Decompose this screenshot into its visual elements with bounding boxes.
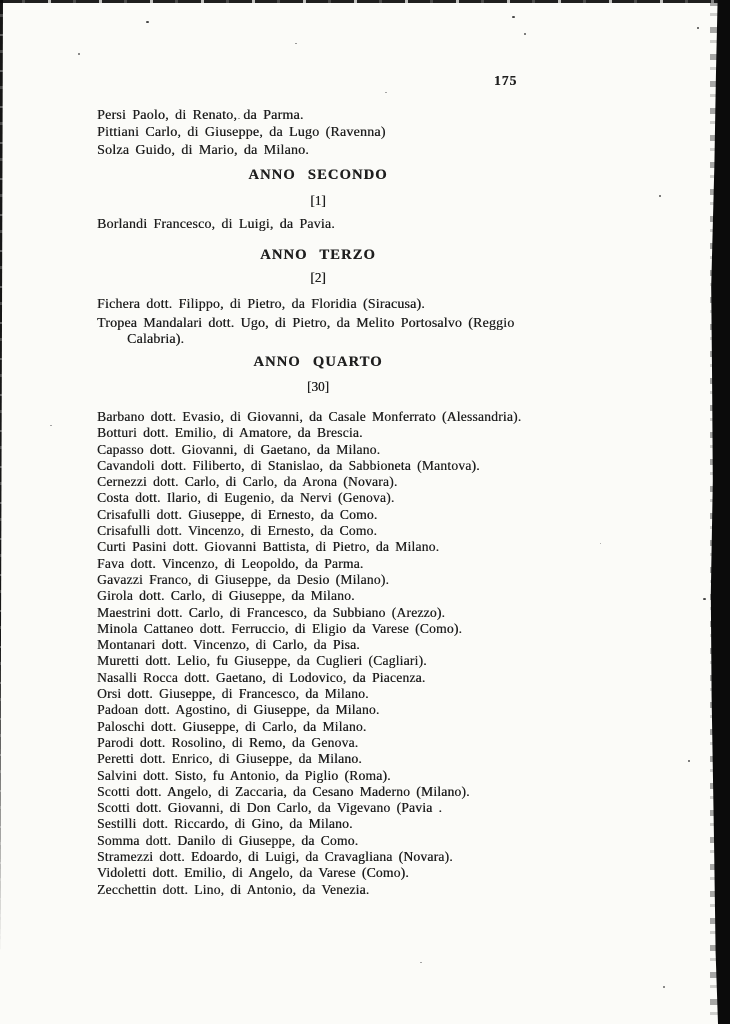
entry-line: Montanari dott. Vincenzo, di Carlo, da Pisa.	[97, 637, 360, 653]
entry-line: Vidoletti dott. Emilio, di Angelo, da Varese (Como).	[97, 865, 409, 881]
scan-speck	[600, 543, 601, 544]
scan-speck	[295, 43, 297, 44]
section-heading-anno-quarto: ANNO QUARTO	[253, 354, 383, 370]
scan-speck	[688, 760, 690, 762]
entry-line: Crisafulli dott. Giuseppe, di Ernesto, da Como.	[97, 506, 378, 522]
scan-speck	[524, 33, 526, 35]
scan-speck	[385, 92, 387, 93]
entry-line: Borlandi Francesco, di Luigi, da Pavia.	[97, 217, 335, 232]
section-count: [2]	[310, 270, 326, 285]
scan-speck	[697, 27, 699, 29]
entry-line: Nasalli Rocca dott. Gaetano, di Lodovico, da Piacenza.	[97, 669, 426, 685]
scan-speck	[420, 962, 422, 963]
entry-line: Muretti dott. Lelio, fu Giuseppe, da Cuglieri (Cagliari).	[97, 653, 427, 669]
entry-line: Peretti dott. Enrico, di Giuseppe, da Milano.	[97, 751, 362, 767]
section-heading-anno-terzo: ANNO TERZO	[260, 247, 376, 263]
intro-entries	[97, 107, 386, 159]
entry-line: Paloschi dott. Giuseppe, di Carlo, da Milano.	[97, 718, 367, 734]
entry-line: Solza Guido, di Mario, da Milano.	[97, 142, 309, 158]
page-number: 175	[494, 73, 518, 88]
entry-line: Orsi dott. Giuseppe, di Francesco, da Milano.	[97, 686, 369, 702]
entry-line: Tropea Mandalari dott. Ugo, di Pietro, da Melito Portosalvo (Reggio	[97, 316, 515, 331]
entry-line: Fava dott. Vincenzo, di Leopoldo, da Parma.	[97, 555, 364, 571]
section-count: [30]	[307, 379, 329, 394]
scan-speck	[50, 425, 52, 426]
entry-line: Fichera dott. Filippo, di Pietro, da Floridia (Siracusa).	[97, 297, 425, 312]
scan-speck	[663, 986, 665, 988]
entry-line: Costa dott. Ilario, di Eugenio, da Nervi (Genova).	[97, 490, 395, 506]
scan-edge-top	[0, 0, 730, 3]
scan-speck	[78, 53, 80, 55]
entry-line: Cavandoli dott. Filiberto, di Stanislao, da Sabbioneta (Mantova).	[97, 457, 480, 473]
entry-line: Somma dott. Danilo di Giuseppe, da Como.	[97, 832, 359, 848]
anno-quarto-entry-list	[97, 409, 521, 898]
entry-line: Curti Pasini dott. Giovanni Battista, di Pietro, da Milano.	[97, 539, 440, 555]
scan-speck	[703, 598, 706, 600]
entry-line: Maestrini dott. Carlo, di Francesco, da Subbiano (Arezzo).	[97, 604, 446, 620]
entry-line: Botturi dott. Emilio, di Amatore, da Brescia.	[97, 425, 363, 441]
entry-line: Scotti dott. Angelo, di Zaccaria, da Cesano Maderno (Milano).	[97, 783, 470, 799]
entry-line: Crisafulli dott. Vincenzo, di Ernesto, da Como.	[97, 523, 378, 539]
scan-speck	[512, 16, 515, 18]
entry-line: Gavazzi Franco, di Giuseppe, da Desio (Milano).	[97, 571, 390, 587]
entry-line: Pittiani Carlo, di Giuseppe, da Lugo (Ravenna)	[97, 125, 386, 141]
entry-line: Girola dott. Carlo, di Giuseppe, da Milano.	[97, 588, 355, 604]
scan-speck	[659, 195, 661, 197]
entry-line: Minola Cattaneo dott. Ferruccio, di Eligio da Varese (Como).	[97, 620, 463, 636]
entry-line: Sestilli dott. Riccardo, di Gino, da Milano.	[97, 816, 353, 832]
section-count: [1]	[310, 193, 326, 208]
entry-line: Stramezzi dott. Edoardo, di Luigi, da Cravagliana (Novara).	[97, 849, 453, 865]
entry-line: Capasso dott. Giovanni, di Gaetano, da Milano.	[97, 441, 381, 457]
entry-line: Zecchettin dott. Lino, di Antonio, da Venezia.	[97, 881, 370, 897]
entry-line: Cernezzi dott. Carlo, di Carlo, da Arona (Novara).	[97, 474, 398, 490]
scan-edge-left	[0, 0, 3, 1024]
entry-line: Barbano dott. Evasio, di Giovanni, da Casale Monferrato (Alessandria).	[97, 409, 522, 424]
scan-speck	[146, 21, 149, 23]
entry-line: Parodi dott. Rosolino, di Remo, da Genova.	[97, 734, 359, 750]
entry-continuation-line: Calabria).	[127, 331, 185, 347]
entry-line: Persi Paolo, di Renato, da Parma.	[97, 108, 304, 123]
entry-line: Scotti dott. Giovanni, di Don Carlo, da Vigevano (Pavia .	[97, 800, 443, 816]
entry-line: Salvini dott. Sisto, fu Antonio, da Piglio (Roma).	[97, 767, 391, 783]
entry-line: Padoan dott. Agostino, di Giuseppe, da Milano.	[97, 702, 380, 718]
section-heading-anno-secondo: ANNO SECONDO	[248, 167, 388, 183]
